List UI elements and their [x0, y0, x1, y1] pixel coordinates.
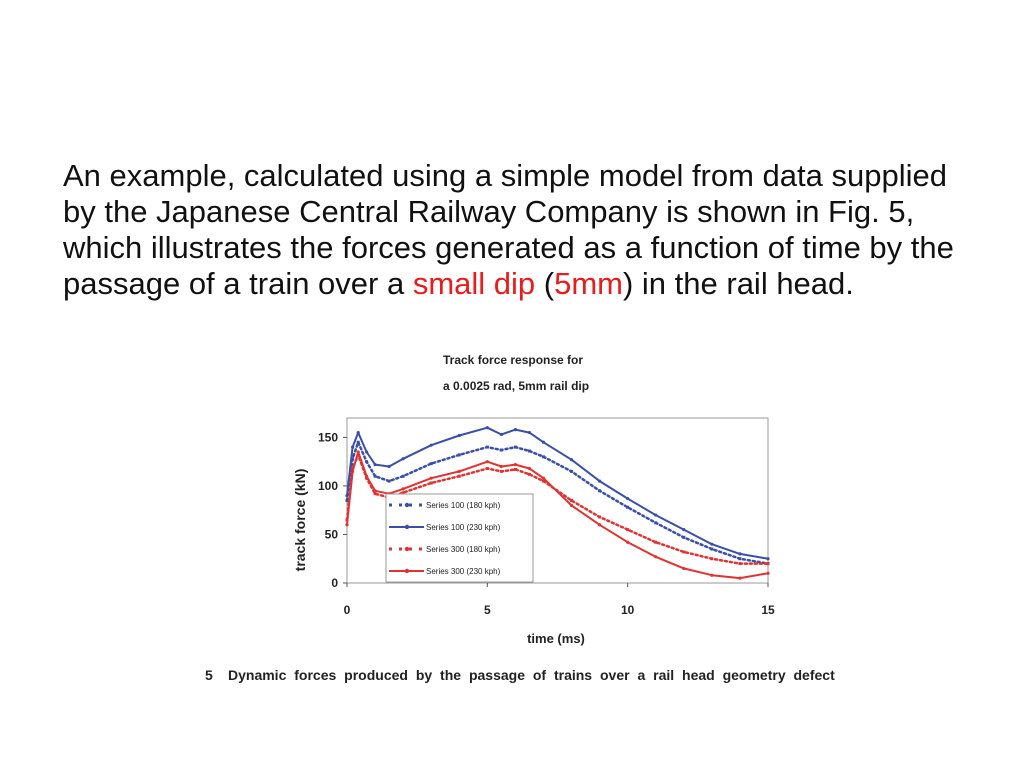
- y-tick-label: 100: [317, 478, 338, 493]
- series-point: [738, 577, 741, 580]
- series-point: [388, 465, 391, 468]
- series-point: [514, 463, 517, 466]
- series-point: [570, 458, 573, 461]
- x-tick-label: 15: [761, 603, 775, 617]
- chart-legend: [386, 494, 533, 582]
- series-point: [430, 444, 433, 447]
- series-point: [514, 468, 517, 471]
- series-point: [351, 446, 354, 449]
- series-point: [738, 562, 741, 565]
- series-point: [598, 516, 601, 519]
- series-point: [388, 480, 391, 483]
- series-point: [598, 523, 601, 526]
- series-point: [542, 455, 545, 458]
- series-point: [458, 470, 461, 473]
- legend-label: Series 300 (180 kph): [426, 545, 501, 554]
- caption-number: 5: [205, 667, 213, 683]
- series-point: [654, 513, 657, 516]
- series-point: [654, 555, 657, 558]
- y-tick-label: 150: [317, 430, 338, 445]
- series-point: [402, 475, 405, 478]
- legend-marker: [405, 569, 409, 573]
- paragraph-text-after: ) in the rail head.: [622, 266, 854, 301]
- series-point: [357, 431, 360, 434]
- legend-marker: [405, 525, 409, 529]
- series-point: [626, 528, 629, 531]
- chart-title: [443, 353, 589, 393]
- series-point: [598, 489, 601, 492]
- series-point: [351, 470, 354, 473]
- series-point: [654, 541, 657, 544]
- series-point: [430, 482, 433, 485]
- paragraph-text-middle: (: [535, 266, 555, 301]
- x-tick-label: 10: [620, 603, 635, 617]
- series-point: [486, 426, 489, 429]
- series-point: [373, 463, 376, 466]
- series-point: [402, 487, 405, 490]
- series-point: [486, 460, 489, 463]
- series-point: [365, 450, 368, 453]
- chart-title-line-1: Track force response for: [443, 353, 584, 367]
- series-point: [626, 506, 629, 509]
- caption-text: Dynamic forces produced by the passage of trains over a rail head geometry defect: [228, 667, 835, 683]
- series-point: [738, 552, 741, 555]
- series-point: [430, 477, 433, 480]
- series-point: [373, 489, 376, 492]
- series-point: [357, 441, 360, 444]
- series-point: [766, 557, 769, 560]
- series-point: [345, 494, 348, 497]
- series-point: [654, 521, 657, 524]
- series-point: [528, 467, 531, 470]
- series-point: [500, 465, 503, 468]
- x-tick-label: 0: [343, 603, 351, 617]
- series-point: [626, 497, 629, 500]
- series-point: [402, 457, 405, 460]
- series-point: [710, 557, 713, 560]
- legend-label: Series 100 (230 kph): [426, 523, 501, 532]
- series-point: [458, 434, 461, 437]
- series-point: [365, 460, 368, 463]
- series-point: [345, 523, 348, 526]
- x-axis-label: time (ms): [527, 631, 585, 646]
- y-tick-label: 0: [331, 576, 338, 590]
- legend-marker: [405, 503, 409, 507]
- series-point: [570, 504, 573, 507]
- chart-title-line-2: a 0.0025 rad, 5mm rail dip: [443, 379, 590, 393]
- series-point: [357, 450, 360, 453]
- series-point: [682, 567, 685, 570]
- legend-label: Series 100 (180 kph): [426, 501, 501, 510]
- series-point: [570, 499, 573, 502]
- series-point: [766, 572, 769, 575]
- series-point: [710, 574, 713, 577]
- series-point: [486, 446, 489, 449]
- x-tick-label: 5: [483, 603, 491, 617]
- series-point: [514, 446, 517, 449]
- y-tick-label: 50: [324, 527, 338, 542]
- series-point: [430, 462, 433, 465]
- series-point: [528, 431, 531, 434]
- series-point: [500, 470, 503, 473]
- series-point: [374, 492, 377, 495]
- series-point: [767, 562, 770, 565]
- series-point: [598, 479, 601, 482]
- series-point: [486, 467, 489, 470]
- highlight-small-dip: small dip: [412, 266, 536, 301]
- series-point: [458, 475, 461, 478]
- y-axis-label: track force (kN): [292, 468, 308, 572]
- series-point: [365, 475, 368, 478]
- series-point: [626, 541, 629, 544]
- series-point: [374, 475, 377, 478]
- series-point: [682, 536, 685, 539]
- series-point: [542, 441, 545, 444]
- series-point: [514, 428, 517, 431]
- series-point: [682, 528, 685, 531]
- series-point: [528, 450, 531, 453]
- series-point: [528, 473, 531, 476]
- series-point: [710, 548, 713, 551]
- paragraph-text-before: An example, calculated using a simple model from data supplied by the Japanese Central Railway Company is shown in Fig. 5, which illustrates the forces generated as a function of time by the passage of a train over a: [63, 158, 963, 301]
- legend-marker: [405, 547, 409, 551]
- highlight-5mm: 5mm: [554, 266, 623, 301]
- series-point: [500, 433, 503, 436]
- series-point: [710, 543, 713, 546]
- series-point: [500, 449, 503, 452]
- legend-label: Series 300 (230 kph): [426, 567, 501, 576]
- series-point: [458, 453, 461, 456]
- figure-caption: [205, 664, 875, 686]
- series-point: [682, 550, 685, 553]
- series-point: [542, 477, 545, 480]
- series-point: [570, 470, 573, 473]
- series-point: [738, 557, 741, 560]
